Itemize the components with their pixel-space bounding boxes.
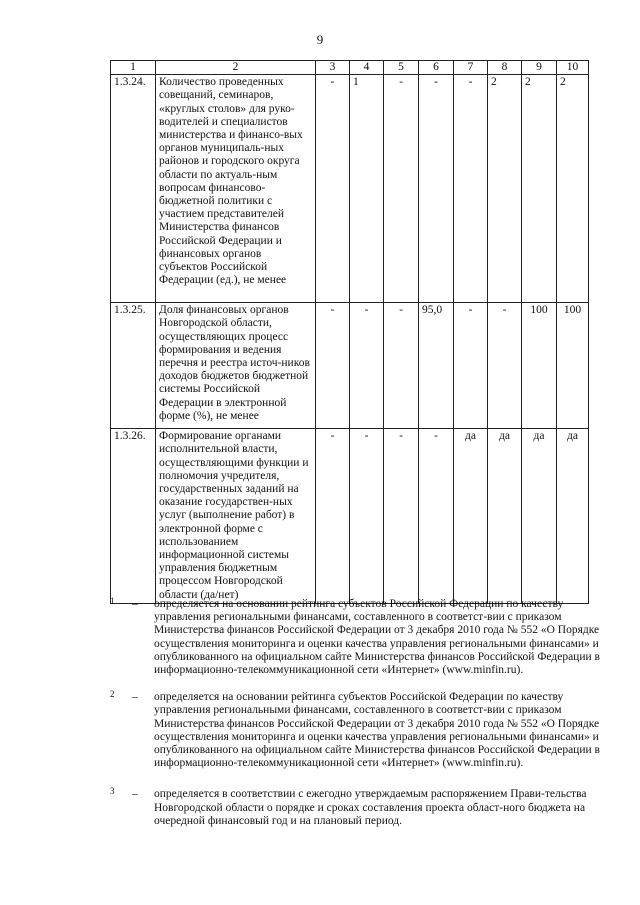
header-cell-9: 9	[522, 61, 557, 75]
footnote-text: определяется в соответствии с ежегодно утверждаемым распоряжением Прави-тельства Новгородской области о порядке и сроках составления проекта област-ного бюджета на очередной финансовый год и на плановый период.	[154, 788, 587, 827]
header-cell-5: 5	[384, 61, 419, 75]
table-row	[111, 75, 589, 303]
cell-col9: 100	[522, 303, 557, 429]
table-row	[111, 429, 589, 604]
footnote-2	[110, 691, 605, 770]
footnote-dash: –	[132, 598, 138, 610]
table-row	[111, 303, 589, 429]
cell-col10: да	[557, 429, 589, 604]
row-description: Количество проведенных совещаний, семинаров, «круглых столов» для руко-водителей и специалистов министерства и финансо-вых органов муниципаль-ных районов и городского округа области по актуаль-ным вопросам финансово-бюджетной политики с участием представителей Министерства финансов Российской Федерации и финансовых органов субъектов Российской Федерации (ед.), не менее	[156, 75, 316, 303]
footnote-marker: 2	[110, 689, 115, 700]
header-cell-3: 3	[316, 61, 350, 75]
cell-col4: 1	[350, 75, 384, 303]
header-cell-6: 6	[419, 61, 454, 75]
cell-col4: -	[350, 429, 384, 604]
cell-col10: 100	[557, 303, 589, 429]
footnote-3	[110, 788, 605, 828]
table-header-row	[111, 61, 589, 75]
cell-col10: 2	[557, 75, 589, 303]
indicators-table	[110, 60, 589, 604]
row-description: Формирование органами исполнительной власти, осуществляющими функции и полномочия учредителя, государственных заданий на оказание государствен-ных услуг (выполнение работ) в электронной форме с использованием информационной системы управления бюджетным процессом Новгородской области (да/нет)	[156, 429, 316, 604]
cell-col8: 2	[488, 75, 522, 303]
cell-col3: -	[316, 429, 350, 604]
footnote-text: определяется на основании рейтинга субъектов Российской Федерации по качеству управления региональными финансами, составленного в соответст-вии с приказом Министерства финансов Российской Федерации от 3 декабря 2010 года № 552 «О Порядке осуществления мониторинга и оценки качества управления региональными финансами» и опубликованного на официальном сайте Министерства финансов Российской Федерации в информационно-телекоммуникационной сети «Интернет» (www.minfin.ru).	[154, 691, 600, 770]
cell-col4: -	[350, 303, 384, 429]
cell-col5: -	[384, 303, 419, 429]
row-number: 1.3.25.	[111, 303, 156, 429]
cell-col9: 2	[522, 75, 557, 303]
cell-col7: -	[454, 75, 488, 303]
page-number: 9	[316, 32, 324, 47]
footnote-dash: –	[132, 691, 138, 704]
cell-col5: -	[384, 429, 419, 604]
cell-col7: -	[454, 303, 488, 429]
cell-col9: да	[522, 429, 557, 604]
footnote-marker: 3	[110, 786, 115, 797]
cell-col6: -	[419, 75, 454, 303]
cell-col6: 95,0	[419, 303, 454, 429]
cell-col8: -	[488, 303, 522, 429]
header-cell-7: 7	[454, 61, 488, 75]
header-cell-4: 4	[350, 61, 384, 75]
row-description: Доля финансовых органов Новгородской области, осуществляющих процесс формирования и ведения перечня и реестра источ-ников доходов бюджетов бюджетной системы Российской Федерации в электронной форме (%), не менее	[156, 303, 316, 429]
footnote-dash: –	[132, 788, 138, 801]
header-cell-8: 8	[488, 61, 522, 75]
cell-col8: да	[488, 429, 522, 604]
cell-col5: -	[384, 75, 419, 303]
header-cell-1: 1	[111, 61, 156, 75]
footnote-1	[110, 598, 605, 677]
cell-col3: -	[316, 303, 350, 429]
footnote-text: определяется на основании рейтинга субъектов Российской Федерации по качеству управления региональными финансами, составленного в соответст-вии с приказом Министерства финансов Российской Федерации от 3 декабря 2010 года № 552 «О Порядке осуществления мониторинга и оценки качества управления региональными финансами» и опубликованного на официальном сайте Министерства финансов Российской Федерации в информационно-телекоммуникационной сети «Интернет» (www.minfin.ru).	[154, 598, 600, 677]
row-number: 1.3.24.	[111, 75, 156, 303]
cell-col7: да	[454, 429, 488, 604]
footnote-marker: 1	[110, 596, 115, 606]
row-number: 1.3.26.	[111, 429, 156, 604]
footnotes	[110, 598, 605, 828]
cell-col6: -	[419, 429, 454, 604]
cell-col3: -	[316, 75, 350, 303]
header-cell-2: 2	[156, 61, 316, 75]
header-cell-10: 10	[557, 61, 589, 75]
